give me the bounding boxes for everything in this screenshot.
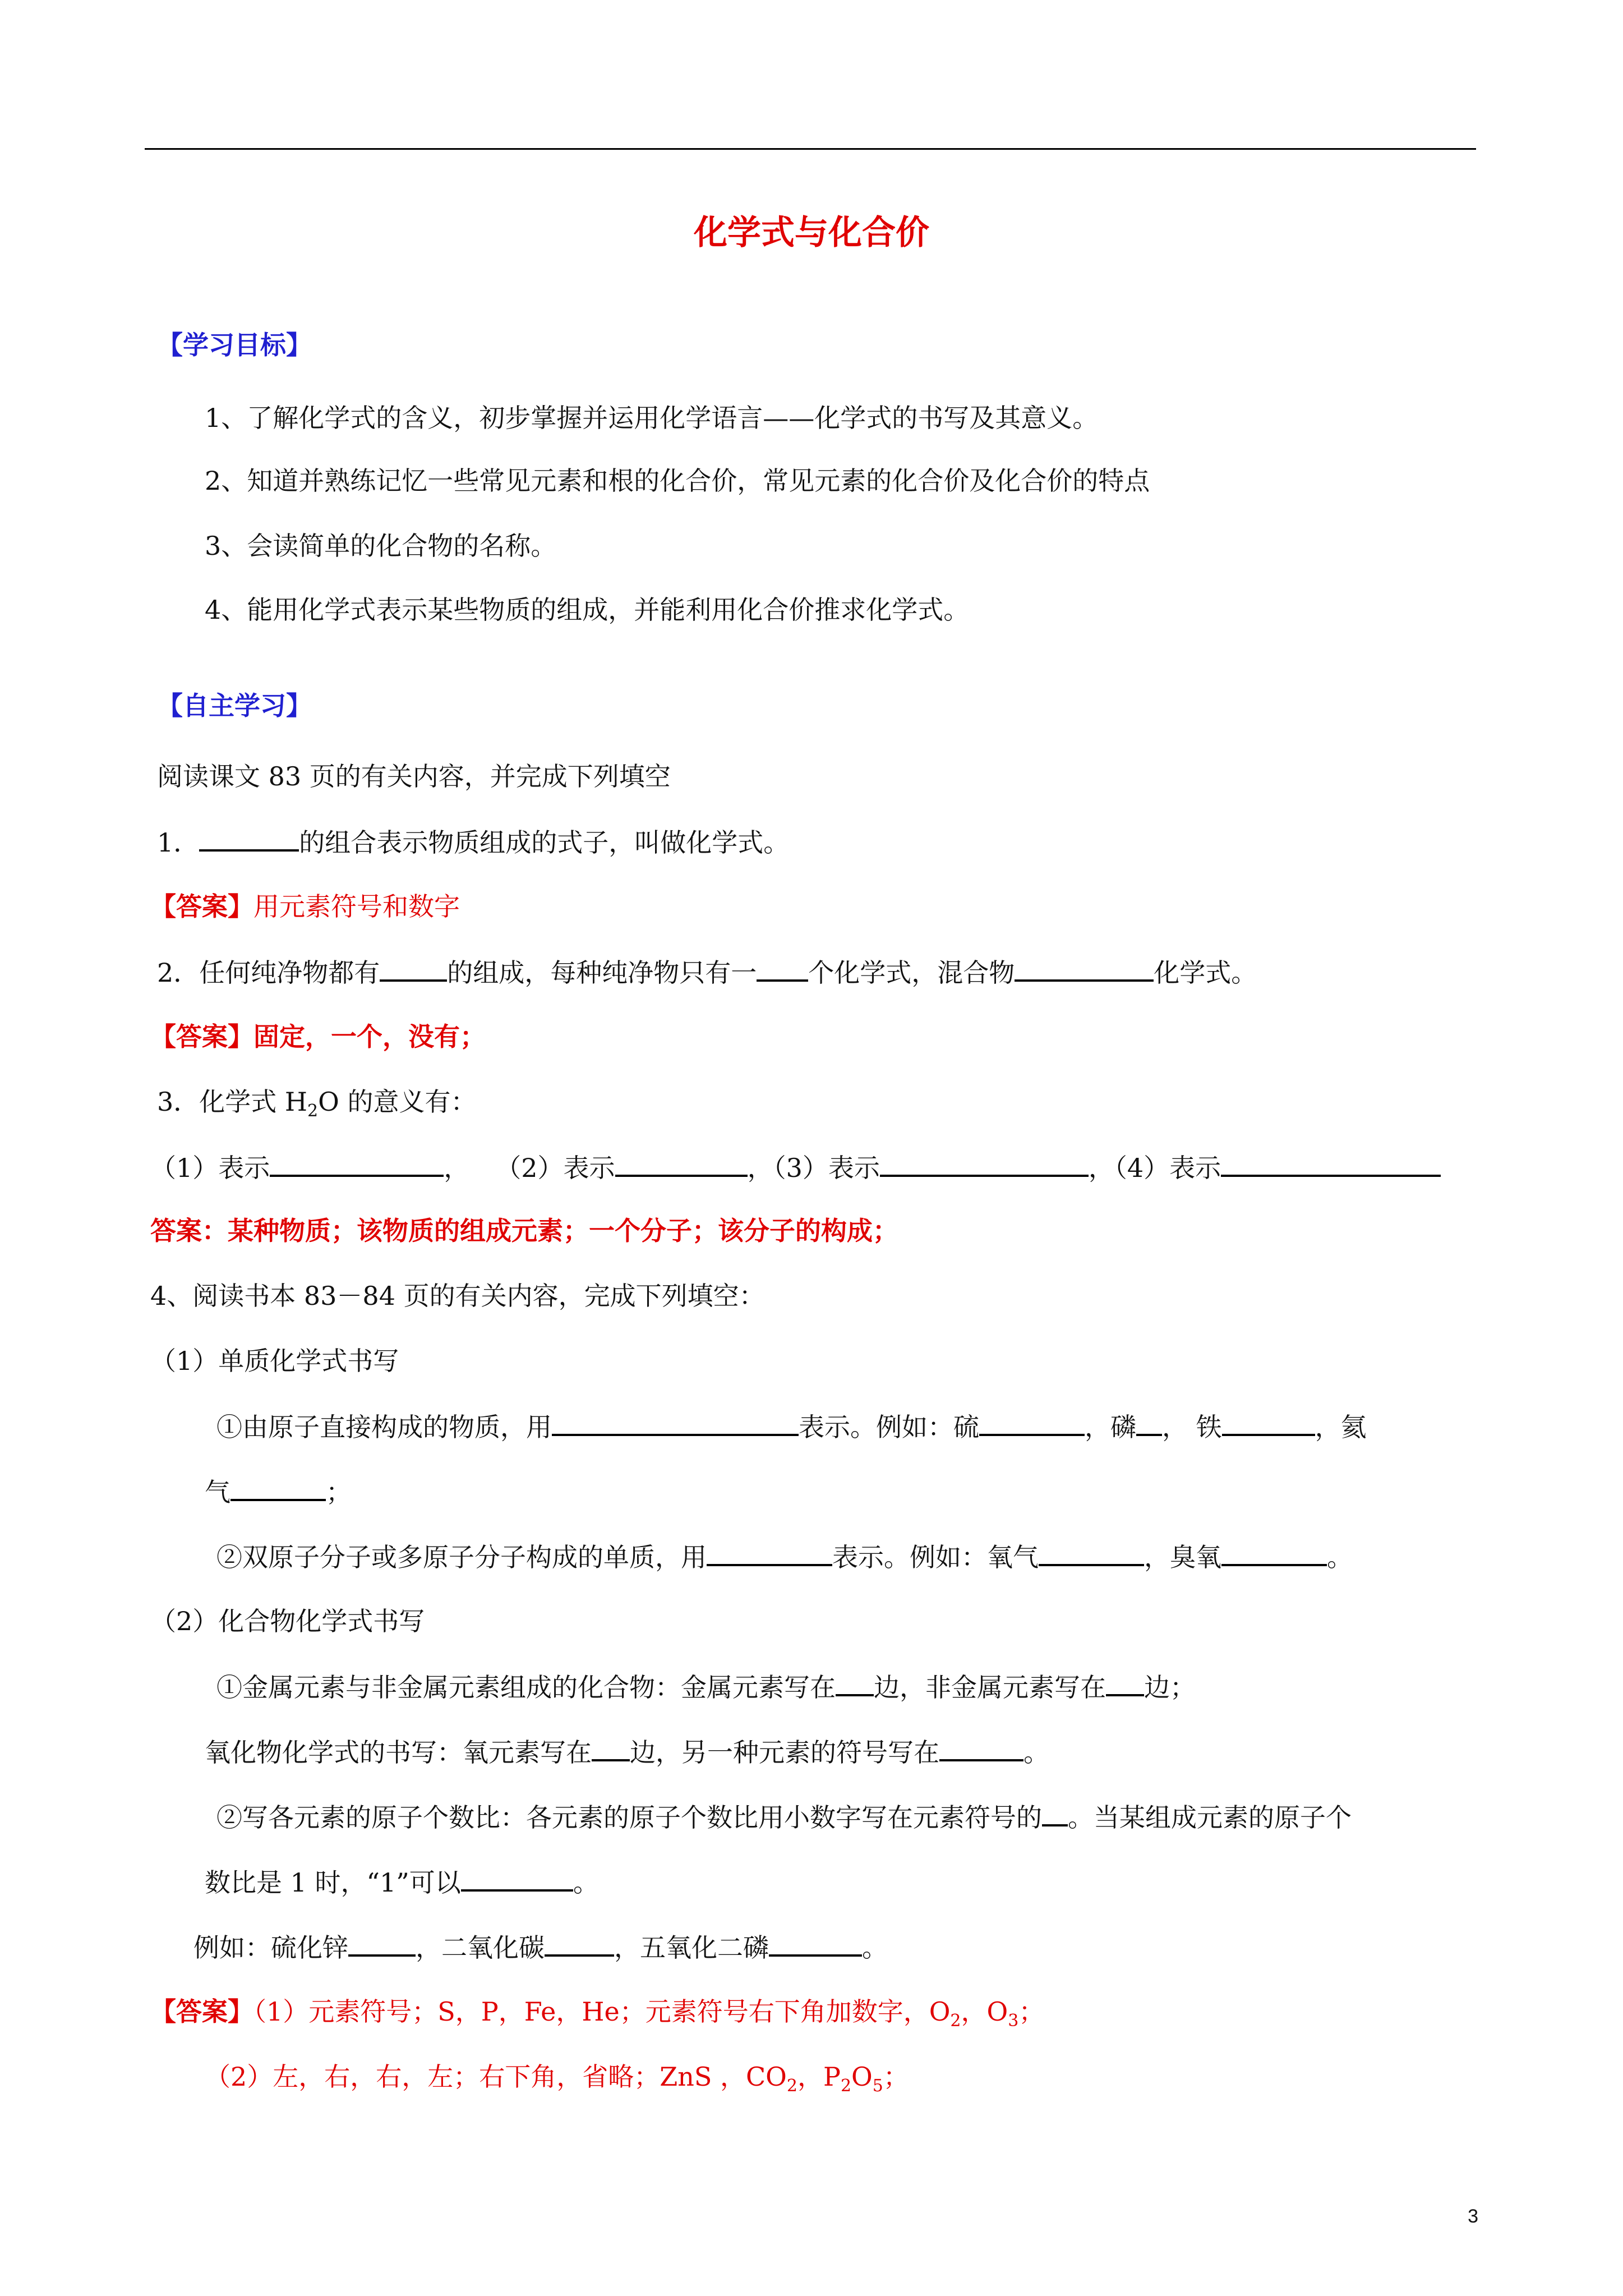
question-3-items: （1）表示 ， （2）表示 ，（3）表示 ，（4）表示 — [150, 1150, 1441, 1185]
blank[interactable] — [1222, 1409, 1315, 1436]
part-2-heading: （2）化合物化学式书写 — [150, 1606, 425, 1636]
question-1: 1． 的组合表示物质组成的式子，叫做化学式。 — [157, 825, 789, 859]
objective-1: 1、了解化学式的含义，初步掌握并运用化学语言——化学式的书写及其意义。 — [205, 403, 1099, 433]
header-rule — [145, 148, 1476, 150]
answer-4-line-2: （2）左，右，右，左；右下角，省略；ZnS ，$CO_2$，$P_2O_5$； — [205, 2062, 909, 2096]
blank[interactable] — [380, 955, 447, 982]
blank[interactable] — [880, 1150, 1089, 1177]
section-heading-self-study: 【自主学习】 — [157, 691, 312, 721]
blank[interactable] — [270, 1150, 444, 1177]
question-3: 3．化学式 $H_2O$ 的意义有： — [157, 1087, 477, 1121]
answer-3: 答案：某种物质；该物质的组成元素；一个分子；该分子的构成； — [150, 1216, 898, 1246]
blank[interactable] — [707, 1539, 832, 1566]
answer-2: 【答案】固定，一个，没有； — [150, 1022, 486, 1052]
blank[interactable] — [757, 955, 808, 982]
blank[interactable] — [979, 1409, 1085, 1436]
part-2-line-3: ②写各元素的原子个数比：各元素的原子个数比用小数字写在元素符号的 。当某组成元素的原子个 — [216, 1800, 1352, 1834]
blank[interactable] — [1015, 955, 1154, 982]
part-2-line-2: 氧化物化学式的书写：氧元素写在 边，另一种元素的符号写在 。 — [205, 1734, 1049, 1769]
blank[interactable] — [836, 1669, 874, 1696]
part-1-line-2: 气 ； — [205, 1474, 352, 1509]
blank[interactable] — [1221, 1150, 1441, 1177]
page-number: 3 — [1468, 2206, 1478, 2227]
blank[interactable] — [230, 1474, 326, 1501]
blank[interactable] — [769, 1930, 862, 1957]
blank[interactable] — [461, 1865, 573, 1892]
blank[interactable] — [348, 1930, 416, 1957]
question-2: 2．任何纯净物都有 的组成，每种纯净物只有一 个化学式，混合物 化学式。 — [157, 955, 1257, 990]
blank[interactable] — [615, 1150, 748, 1177]
part-1-heading: （1）单质化学式书写 — [150, 1346, 399, 1376]
part-1-line-3: ②双原子分子或多原子分子构成的单质，用 表示。例如：氧气 ，臭氧 。 — [216, 1539, 1353, 1574]
answer-1: 【答案】用元素符号和数字 — [150, 891, 460, 922]
answer-4-line-1: 【答案】（1）元素符号；S，P，Fe，He；元素符号右下角加数字，$O_2$，$O_3$； — [150, 1996, 1045, 2031]
blank[interactable] — [939, 1734, 1023, 1761]
page-title: 化学式与化合价 — [694, 213, 929, 252]
intro-text: 阅读课文 83 页的有关内容，并完成下列填空 — [157, 761, 671, 792]
blank[interactable] — [592, 1734, 630, 1761]
blank[interactable] — [1221, 1539, 1327, 1566]
part-1-line-1: ①由原子直接构成的物质，用 表示。例如：硫 ，磷 ， 铁 ，氦 — [216, 1409, 1367, 1444]
blank[interactable] — [552, 1409, 799, 1436]
section-heading-objectives: 【学习目标】 — [157, 330, 312, 360]
part-2-line-1: ①金属元素与非金属元素组成的化合物：金属元素写在 边，非金属元素写在 边； — [216, 1669, 1196, 1704]
objective-3: 3、会读简单的化合物的名称。 — [205, 531, 557, 561]
objective-2: 2、知道并熟练记忆一些常见元素和根的化合价，常见元素的化合价及化合价的特点 — [205, 466, 1150, 496]
question-4: 4、阅读书本 83－84 页的有关内容，完成下列填空： — [150, 1281, 765, 1311]
part-2-line-5: 例如：硫化锌 ，二氧化碳 ，五氧化二磷 。 — [193, 1930, 888, 1964]
blank[interactable] — [545, 1930, 614, 1957]
blank[interactable] — [1136, 1409, 1162, 1436]
objective-4: 4、能用化学式表示某些物质的组成，并能利用化合价推求化学式。 — [205, 595, 970, 625]
blank[interactable] — [199, 825, 299, 852]
blank[interactable] — [1106, 1669, 1144, 1696]
blank[interactable] — [1039, 1539, 1144, 1566]
part-2-line-4: 数比是 1 时，“1”可以 。 — [205, 1865, 599, 1899]
blank[interactable] — [1042, 1800, 1068, 1826]
